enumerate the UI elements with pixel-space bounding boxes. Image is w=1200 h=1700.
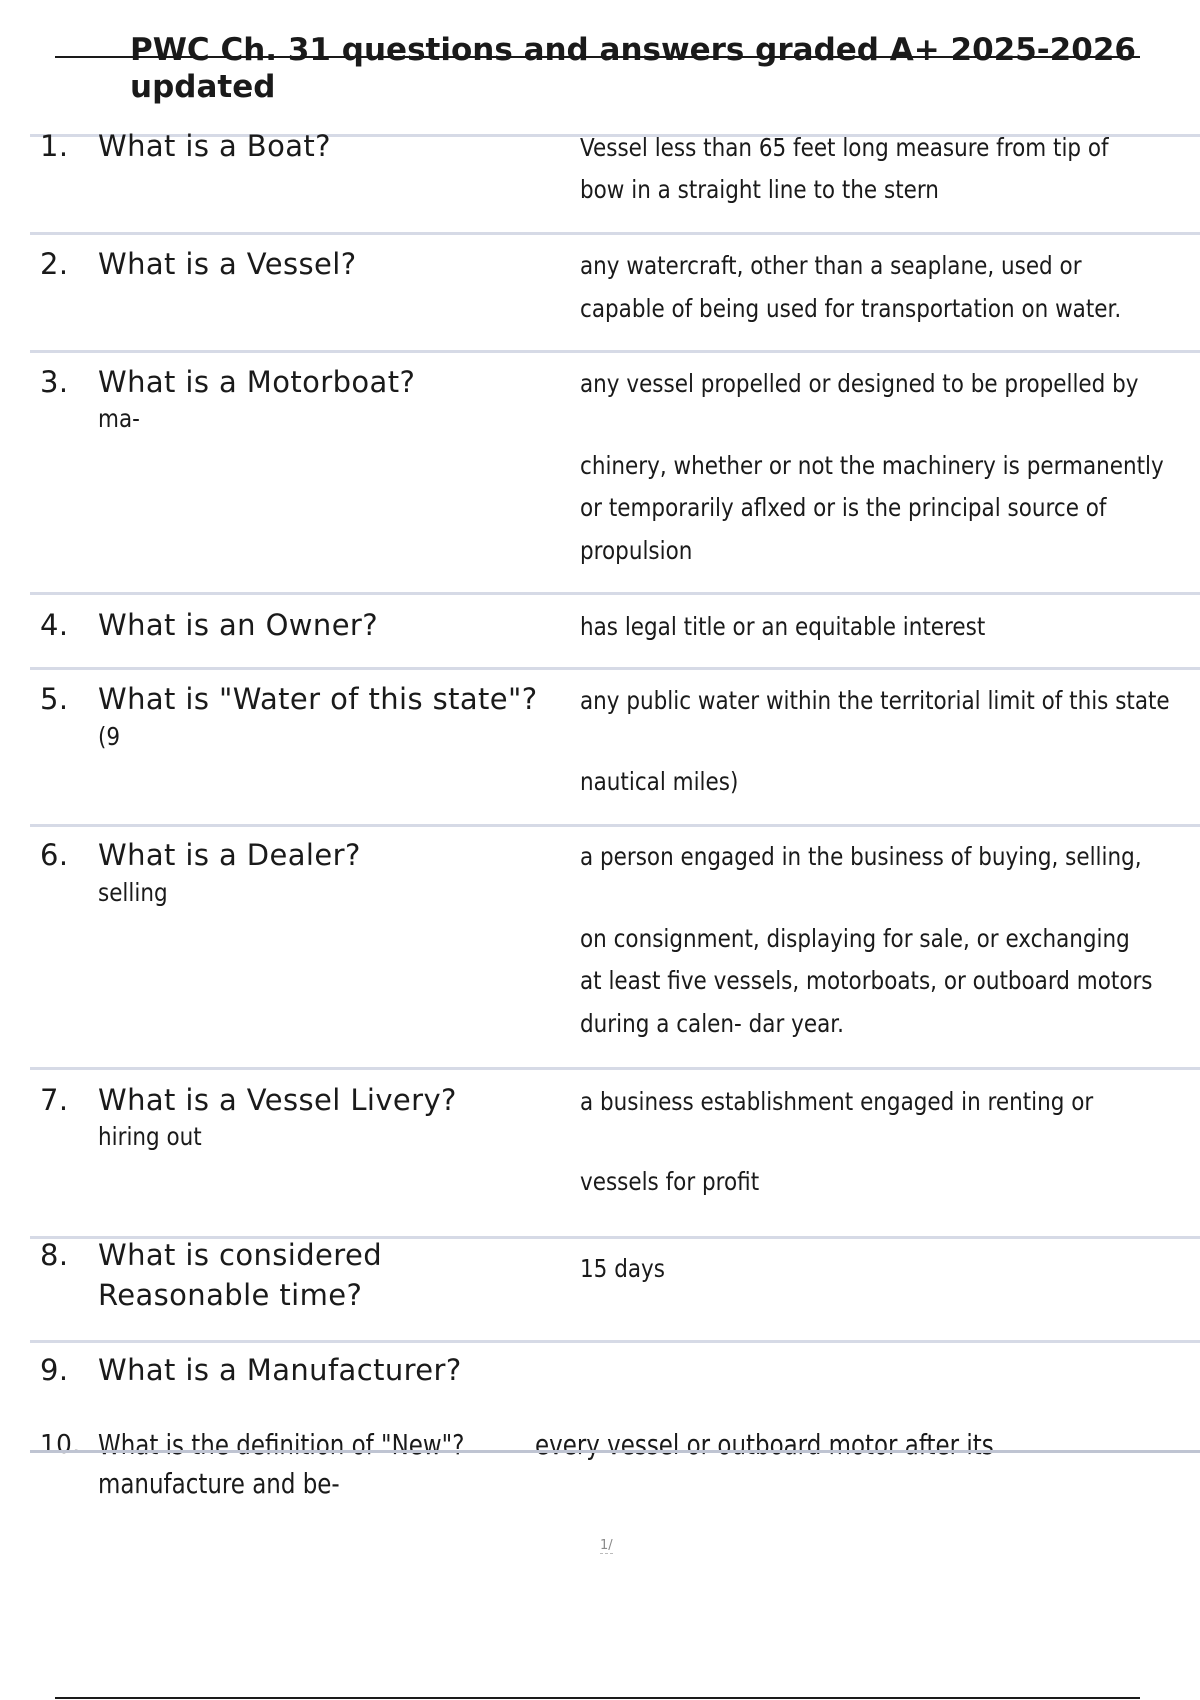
question-continuation: selling <box>98 878 168 907</box>
row-divider <box>30 1067 1200 1070</box>
question-number: 7. <box>40 1083 69 1117</box>
row-divider <box>30 350 1200 353</box>
answer-line: any vessel propelled or designed to be propelled by <box>580 369 1139 398</box>
answer-line: 15 days <box>580 1254 665 1283</box>
answer-line: chinery, whether or not the machinery is permanently <box>580 451 1164 480</box>
page-marker: 1/ <box>600 1538 613 1553</box>
question-text: What is an Owner? <box>98 608 379 642</box>
question-continuation: manufacture and be- <box>98 1467 340 1500</box>
answer-line: every vessel or outboard motor after its <box>535 1428 994 1461</box>
question-number: 8. <box>40 1238 69 1272</box>
question-continuation: (9 <box>98 722 121 751</box>
page-title: PWC Ch. 31 questions and answers graded A+ 2025-2026 updated <box>130 32 1136 105</box>
answer-line: vessels for profit <box>580 1167 760 1196</box>
answer-line: a business establishment engaged in renting or <box>580 1087 1094 1116</box>
answer-line: capable of being used for transportation on water. <box>580 294 1122 323</box>
question-number: 9. <box>40 1353 69 1387</box>
row-divider <box>30 1340 1200 1343</box>
answer-line: propulsion <box>580 536 693 565</box>
question-text: What is the definition of "New"? <box>98 1428 465 1461</box>
question-number: 5. <box>40 682 69 716</box>
question-number: 4. <box>40 608 69 642</box>
question-text: What is a Boat? <box>98 129 331 163</box>
row-divider <box>30 667 1200 670</box>
question-text: What is a Manufacturer? <box>98 1353 462 1387</box>
question-number: 10. <box>40 1430 81 1460</box>
answer-line: nautical miles) <box>580 767 739 796</box>
question-text: What is a Vessel Livery? <box>98 1083 457 1117</box>
row-divider <box>30 824 1200 827</box>
answer-line: any public water within the territorial limit of this state <box>580 686 1170 715</box>
question-number: 2. <box>40 247 69 281</box>
row-divider <box>30 1450 1200 1453</box>
question-text: What is a Motorboat? <box>98 365 416 399</box>
answer-line: a person engaged in the business of buying, selling, <box>580 842 1142 871</box>
question-continuation: hiring out <box>98 1122 202 1151</box>
question-text: What is considered Reasonable time? <box>98 1238 383 1312</box>
answer-line: Vessel less than 65 feet long measure from tip of <box>580 133 1109 162</box>
answer-line: or temporarily aflxed or is the principal source of <box>580 493 1107 522</box>
question-continuation: ma- <box>98 404 140 433</box>
answer-line: bow in a straight line to the stern <box>580 175 939 204</box>
answer-line: at least five vessels, motorboats, or outboard motors <box>580 966 1153 995</box>
bottom-rule <box>55 1697 1140 1699</box>
question-text: What is a Dealer? <box>98 838 361 872</box>
row-divider <box>30 592 1200 595</box>
question-number: 6. <box>40 838 69 872</box>
question-number: 1. <box>40 129 69 163</box>
answer-line: any watercraft, other than a seaplane, used or <box>580 251 1082 280</box>
answer-line: on consignment, displaying for sale, or exchanging <box>580 924 1130 953</box>
question-text: What is "Water of this state"? <box>98 682 538 716</box>
answer-line: has legal title or an equitable interest <box>580 612 986 641</box>
question-number: 3. <box>40 365 69 399</box>
row-divider <box>30 232 1200 235</box>
answer-line: during a calen- dar year. <box>580 1009 844 1038</box>
question-text: What is a Vessel? <box>98 247 357 281</box>
